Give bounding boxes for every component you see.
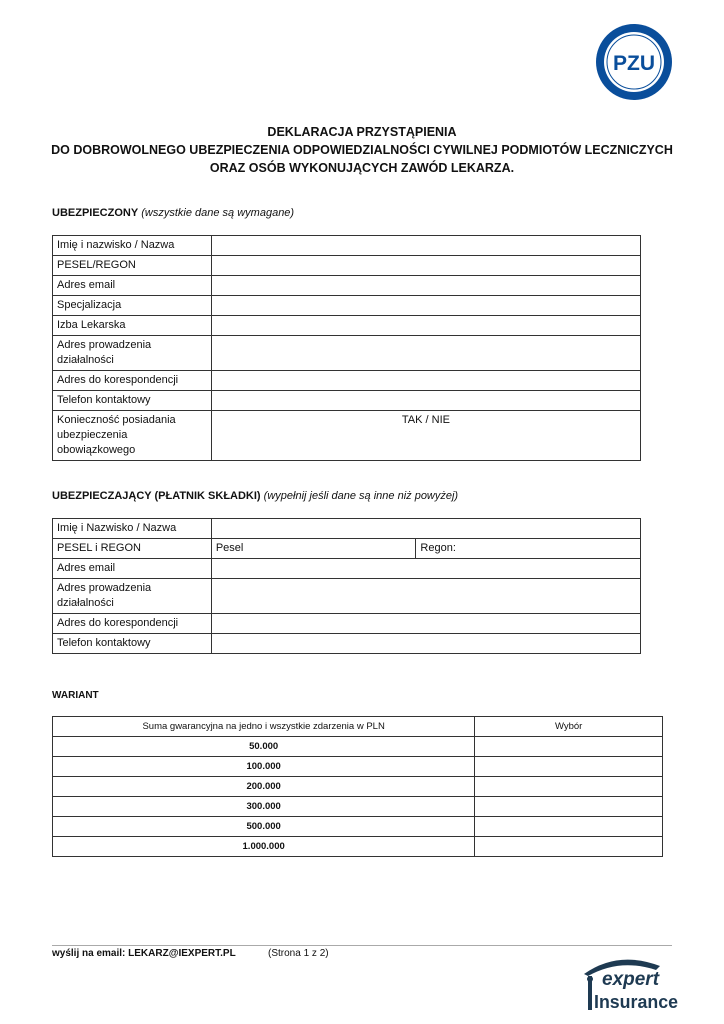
variant-col-choice-header: Wybór	[475, 717, 663, 737]
variant-amount: 100.000	[53, 757, 475, 777]
insured-field-name[interactable]	[211, 236, 640, 256]
table-header-row	[53, 717, 663, 737]
variant-choice-cell[interactable]	[475, 757, 663, 777]
footer-page-number: (Strona 1 z 2)	[268, 948, 329, 959]
table-row	[53, 236, 641, 256]
insured-field-specialization[interactable]	[211, 296, 640, 316]
insurer-field-email[interactable]	[211, 559, 640, 579]
table-row	[53, 579, 641, 614]
table-row	[53, 817, 663, 837]
svg-text:Insurance: Insurance	[594, 992, 678, 1012]
svg-text:expert: expert	[602, 969, 660, 990]
footer-email[interactable]: wyślij na email: LEKARZ@IEXPERT.PL	[52, 948, 236, 959]
insured-field-pesel[interactable]	[211, 256, 640, 276]
variant-amount: 300.000	[53, 797, 475, 817]
table-row	[53, 391, 641, 411]
insured-label: Imię i nazwisko / Nazwa	[53, 236, 212, 256]
footer-divider	[52, 945, 672, 946]
insured-label: Adres do korespondencji	[53, 371, 212, 391]
table-row	[53, 316, 641, 336]
insurer-field-regon[interactable]: Regon:	[416, 539, 641, 559]
insured-label: Adres email	[53, 276, 212, 296]
insurer-label: Adres email	[53, 559, 212, 579]
title-line-1: DEKLARACJA PRZYSTĄPIENIA	[267, 125, 457, 139]
table-row	[53, 539, 641, 559]
insured-field-correspondence-address[interactable]	[211, 371, 640, 391]
insurer-note: (wypełnij jeśli dane są inne niż powyżej)	[263, 490, 459, 502]
variant-amount: 500.000	[53, 817, 475, 837]
insured-label: Izba Lekarska	[53, 316, 212, 336]
table-row	[53, 757, 663, 777]
title-line-2: DO DOBROWOLNEGO UBEZPIECZENIA ODPOWIEDZIALNOŚCI CYWILNEJ PODMIOTÓW LECZNICZYCH	[51, 143, 673, 157]
svg-text:PZU: PZU	[613, 52, 655, 75]
table-row	[53, 276, 641, 296]
insured-table	[52, 235, 641, 461]
title-line-3: ORAZ OSÓB WYKONUJĄCYCH ZAWÓD LEKARZA.	[209, 161, 515, 175]
table-row	[53, 559, 641, 579]
insured-field-mandatory-yes-no[interactable]: TAK / NIE	[211, 411, 640, 461]
insured-field-business-address[interactable]	[211, 336, 640, 371]
variant-choice-cell[interactable]	[475, 837, 663, 857]
table-row	[53, 837, 663, 857]
insurer-label: Telefon kontaktowy	[53, 634, 212, 654]
insurer-field-name[interactable]	[211, 519, 640, 539]
table-row	[53, 614, 641, 634]
insured-field-email[interactable]	[211, 276, 640, 296]
insured-note: (wszystkie dane są wymagane)	[141, 207, 295, 219]
document-title	[40, 123, 684, 177]
table-row	[53, 336, 641, 371]
insurer-heading: UBEZPIECZAJĄCY (PŁATNIK SKŁADKI)	[52, 490, 261, 502]
insured-label: Konieczność posiadania ubezpieczenia obowiązkowego	[53, 411, 212, 461]
insured-label: Adres prowadzenia działalności	[53, 336, 212, 371]
table-row	[53, 371, 641, 391]
insurer-label: PESEL i REGON	[53, 539, 212, 559]
expert-insurance-logo	[578, 952, 680, 1014]
insurer-field-phone[interactable]	[211, 634, 640, 654]
insured-label: PESEL/REGON	[53, 256, 212, 276]
table-row	[53, 296, 641, 316]
variant-choice-cell[interactable]	[475, 797, 663, 817]
insured-heading: UBEZPIECZONY	[52, 207, 139, 219]
variant-col-sum-header: Suma gwarancyjna na jedno i wszystkie zdarzenia w PLN	[53, 717, 475, 737]
insurer-section-heading	[52, 490, 458, 502]
variant-heading: WARIANT	[52, 690, 99, 701]
insurer-field-pesel[interactable]: Pesel	[211, 539, 416, 559]
variant-amount: 1.000.000	[53, 837, 475, 857]
insurer-label: Adres prowadzenia działalności	[53, 579, 212, 614]
insured-label: Specjalizacja	[53, 296, 212, 316]
insured-section-heading	[52, 207, 294, 219]
variant-choice-cell[interactable]	[475, 737, 663, 757]
variant-amount: 200.000	[53, 777, 475, 797]
insurer-table	[52, 518, 641, 654]
variant-choice-cell[interactable]	[475, 777, 663, 797]
table-row	[53, 634, 641, 654]
insurer-label: Imię i Nazwisko / Nazwa	[53, 519, 212, 539]
table-row	[53, 797, 663, 817]
pzu-logo	[596, 24, 672, 100]
table-row	[53, 519, 641, 539]
insurer-label: Adres do korespondencji	[53, 614, 212, 634]
insured-field-chamber[interactable]	[211, 316, 640, 336]
variant-choice-cell[interactable]	[475, 817, 663, 837]
variant-table	[52, 716, 663, 857]
insurer-field-business-address[interactable]	[211, 579, 640, 614]
table-row	[53, 777, 663, 797]
insurer-field-correspondence-address[interactable]	[211, 614, 640, 634]
variant-amount: 50.000	[53, 737, 475, 757]
table-row	[53, 411, 641, 461]
insured-label: Telefon kontaktowy	[53, 391, 212, 411]
table-row	[53, 737, 663, 757]
insured-field-phone[interactable]	[211, 391, 640, 411]
table-row	[53, 256, 641, 276]
